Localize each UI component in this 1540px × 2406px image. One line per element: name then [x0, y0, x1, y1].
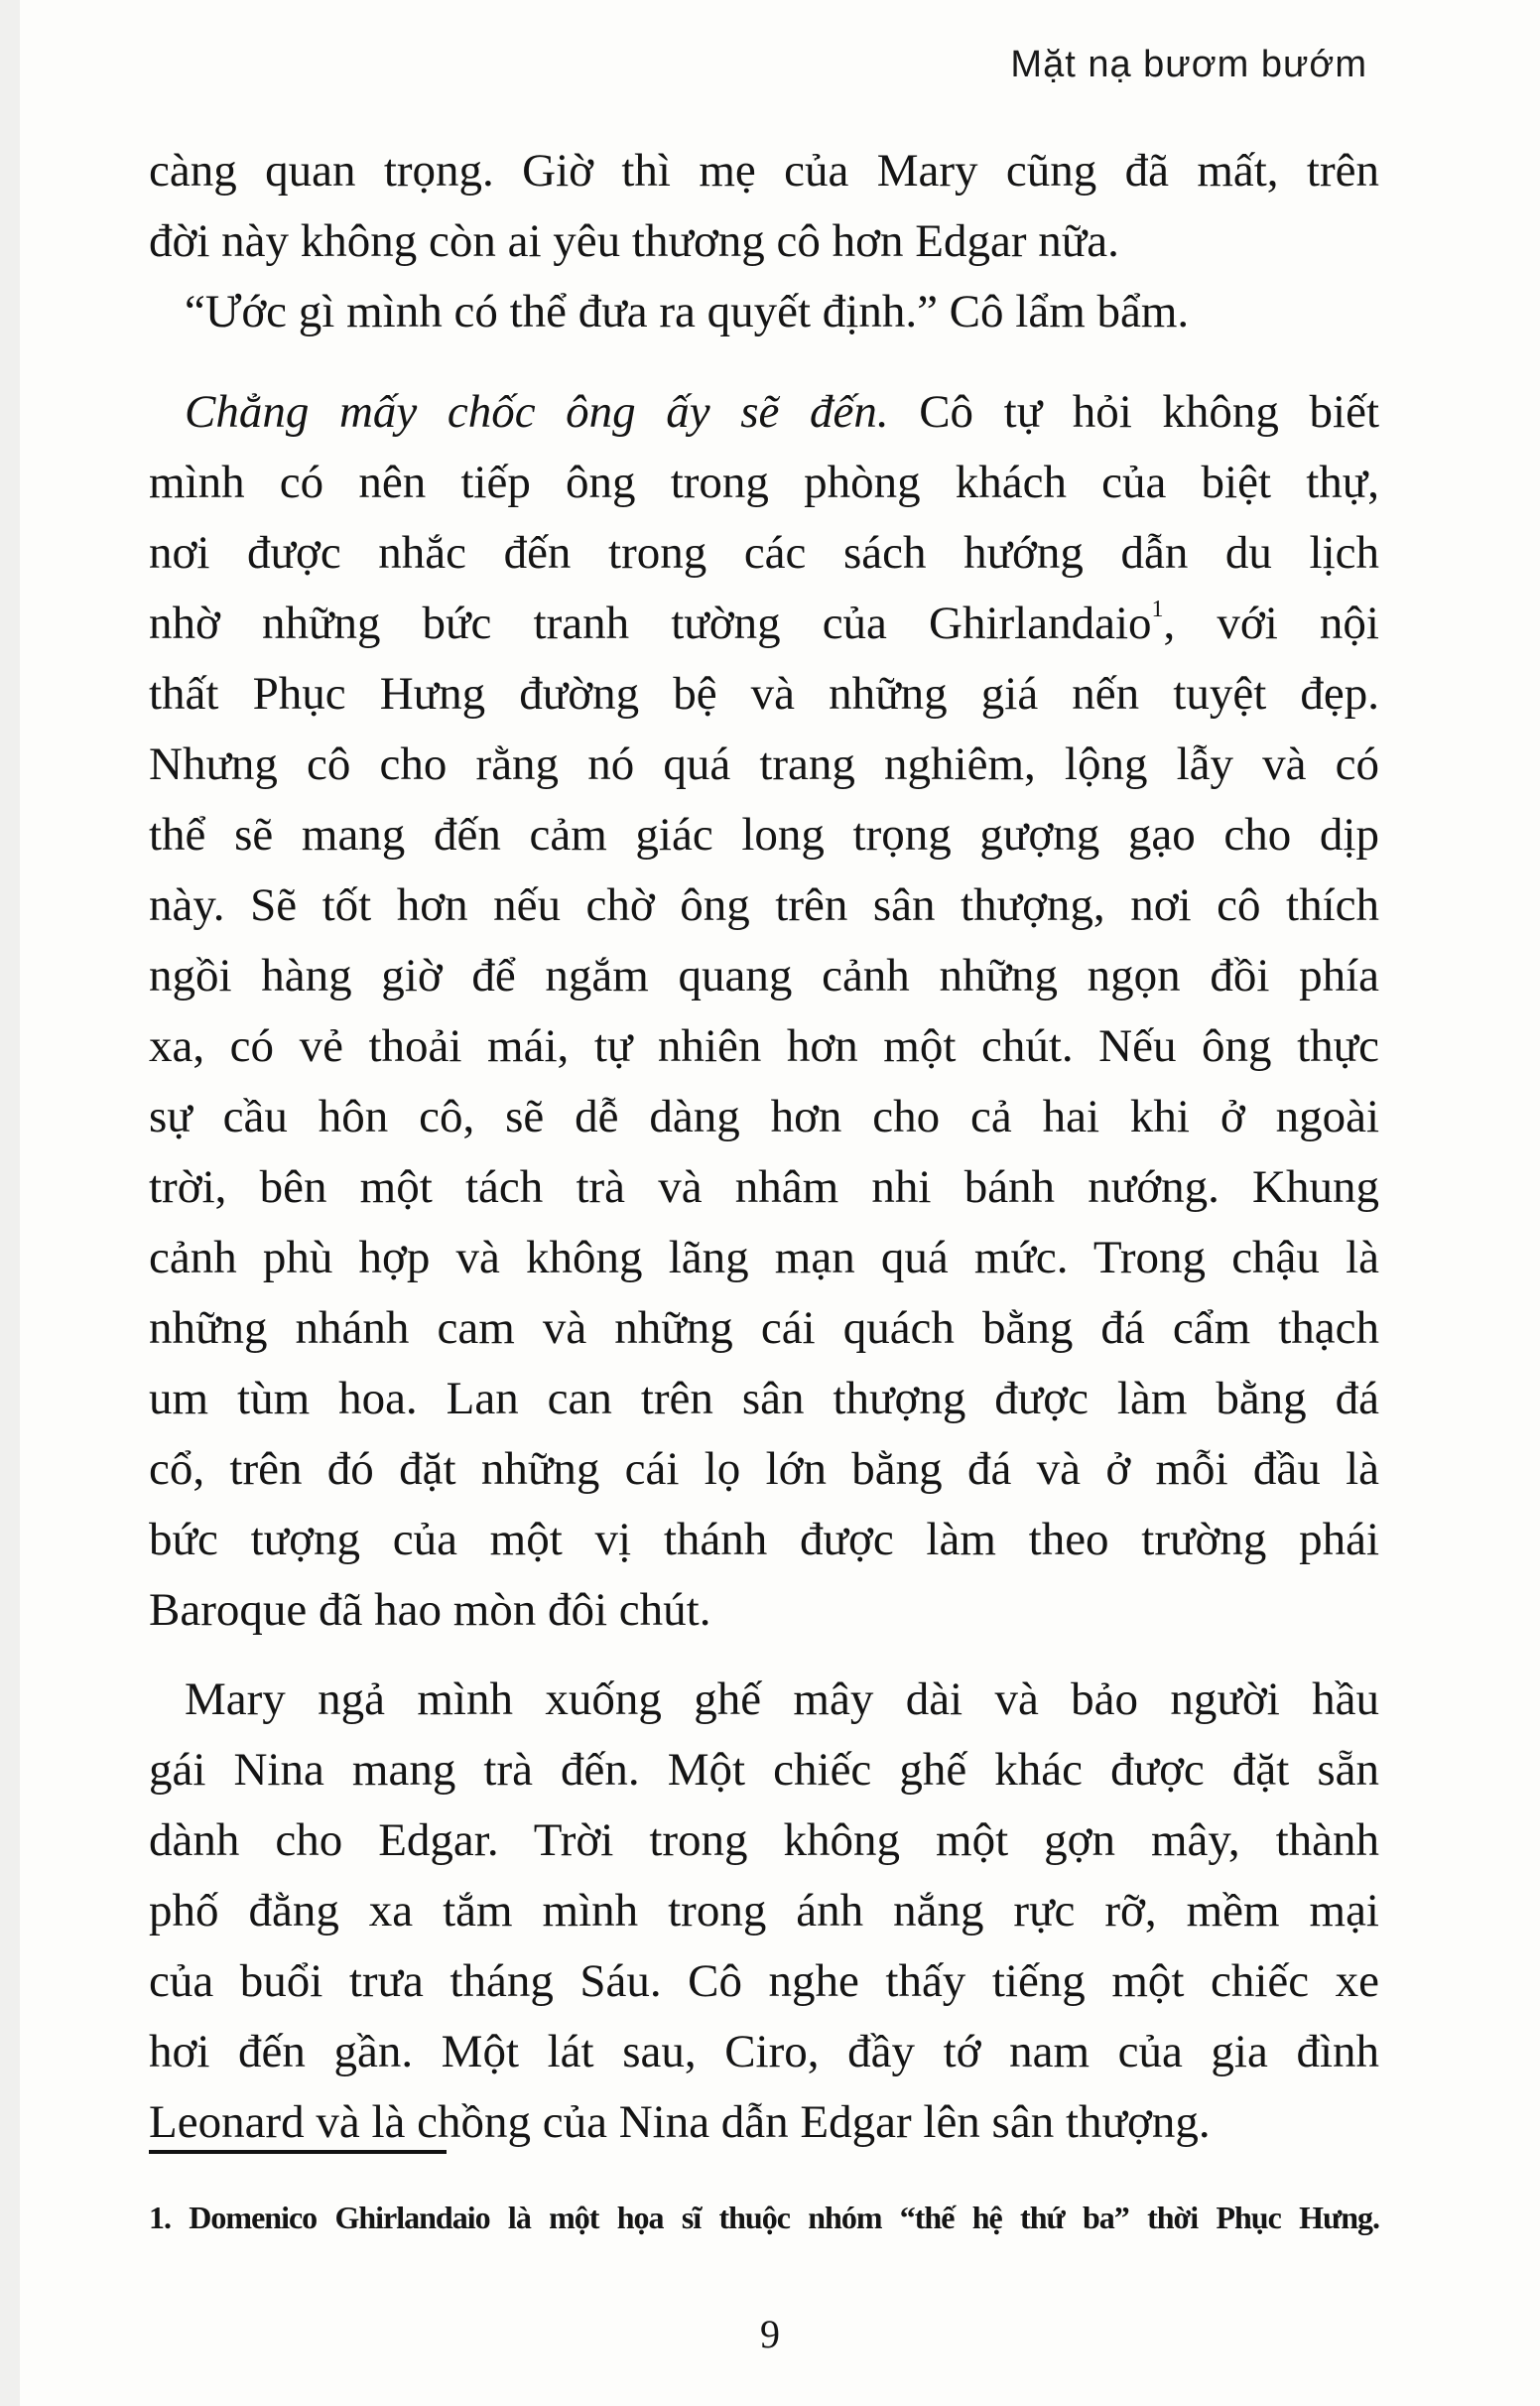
text-line: sự cầu hôn cô, sẽ dễ dàng hơn cho cả hai khi ở ngoài: [149, 1091, 1379, 1142]
italic-lead: Chẳng mấy chốc ông ấy sẽ đến.: [185, 386, 889, 438]
text-line: bức tượng của một vị thánh được làm theo trường phái: [149, 1514, 1379, 1565]
running-title: Mặt nạ bươm bướm: [1010, 44, 1367, 85]
paragraph: [149, 136, 1379, 277]
footnote: 1. Domenico Ghirlandaio là một họa sĩ thuộc nhóm “thế hệ thứ ba” thời Phục Hưng.: [149, 2200, 1379, 2235]
text-line: những nhánh cam và những cái quách bằng đá cẩm thạch: [149, 1302, 1379, 1354]
text-span: Cô tự hỏi không biết: [888, 386, 1379, 438]
text-line: nhờ những bức tranh tường của Ghirlandaio$^1$, với nội: [149, 597, 1379, 649]
text-line: ngồi hàng giờ để ngắm quang cảnh những ngọn đồi phía: [149, 950, 1379, 1002]
text-line: dành cho Edgar. Trời trong không một gợn mây, thành: [149, 1814, 1379, 1866]
text-line: thể sẽ mang đến cảm giác long trọng gượng gạo cho dịp: [149, 809, 1379, 861]
text-line: càng quan trọng. Giờ thì mẹ của Mary cũng đã mất, trên: [149, 145, 1379, 197]
text-line: thất Phục Hưng đường bệ và những giá nến tuyệt đẹp.: [149, 668, 1379, 720]
text-line: phố đằng xa tắm mình trong ánh nắng rực rỡ, mềm mại: [149, 1885, 1379, 1937]
text-line: [149, 377, 1379, 448]
text-line: um tùm hoa. Lan can trên sân thượng được làm bằng đá: [149, 1373, 1379, 1424]
text-line: Baroque đã hao mòn đôi chút.: [149, 1584, 711, 1636]
text-line: trời, bên một tách trà và nhâm nhi bánh nướng. Khung: [149, 1161, 1379, 1213]
text-line: xa, có vẻ thoải mái, tự nhiên hơn một chút. Nếu ông thực: [149, 1020, 1379, 1072]
paragraph: [149, 1665, 1379, 2158]
page-number: 9: [760, 2312, 780, 2356]
text-line: nơi được nhắc đến trong các sách hướng dẫn du lịch: [149, 527, 1379, 579]
paragraph: [149, 277, 1379, 347]
text-line: Mary ngả mình xuống ghế mây dài và bảo người hầu: [185, 1673, 1379, 1725]
text-line: gái Nina mang trà đến. Một chiếc ghế khác được đặt sẵn: [149, 1744, 1379, 1796]
body-text: [149, 136, 1379, 2158]
text-line: “Ước gì mình có thể đưa ra quyết định.” Cô lẩm bẩm.: [185, 286, 1190, 337]
text-line: hơi đến gần. Một lát sau, Ciro, đầy tớ nam của gia đình: [149, 2026, 1379, 2077]
text-line: cảnh phù hợp và không lãng mạn quá mức. Trong chậu là: [149, 1232, 1379, 1283]
text-line: đời này không còn ai yêu thương cô hơn Edgar nữa.: [149, 215, 1119, 267]
text-line: Nhưng cô cho rằng nó quá trang nghiêm, lộng lẫy và có: [149, 738, 1379, 790]
paragraph: [149, 377, 1379, 1646]
text-line: cổ, trên đó đặt những cái lọ lớn bằng đá và ở mỗi đầu là: [149, 1443, 1379, 1495]
scan-edge: [0, 0, 20, 2406]
text-line: mình có nên tiếp ông trong phòng khách của biệt thự,: [149, 457, 1379, 508]
footnote-marker: 1: [1151, 597, 1164, 622]
text-line: Leonard và là chồng của Nina dẫn Edgar lên sân thượng.: [149, 2096, 1211, 2148]
text-line: của buổi trưa tháng Sáu. Cô nghe thấy tiếng một chiếc xe: [149, 1955, 1379, 2007]
text-line: này. Sẽ tốt hơn nếu chờ ông trên sân thượng, nơi cô thích: [149, 879, 1379, 931]
footnote-rule: [149, 2150, 447, 2154]
